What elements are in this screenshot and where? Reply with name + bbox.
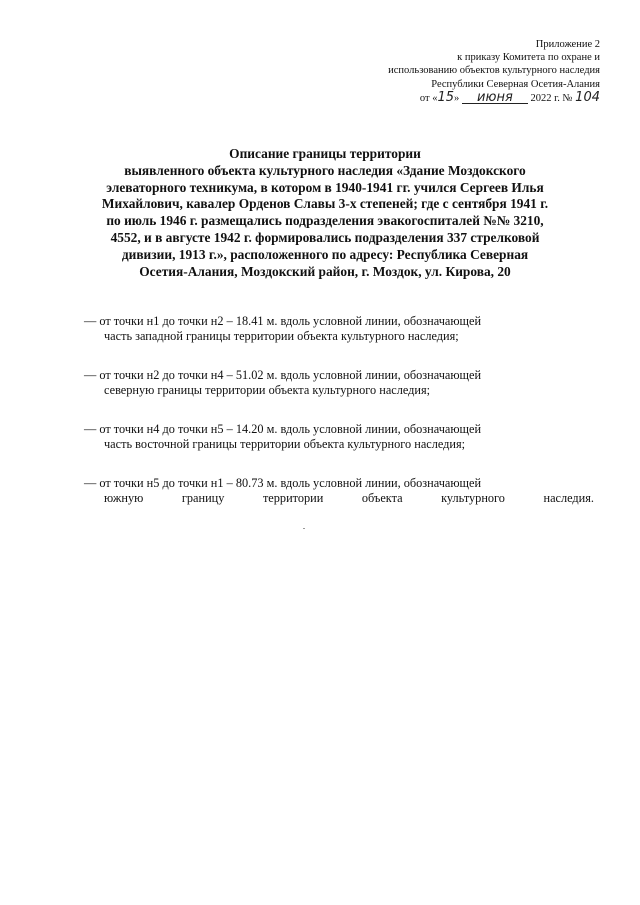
item-text: — от точки н1 до точки н2 – 18.41 м. вдоль условной линии, обозначающей (84, 314, 482, 328)
date-month: июня (462, 92, 528, 104)
boundary-description-list (84, 314, 594, 530)
appendix-republic: Республики Северная Осетия-Алания (431, 78, 600, 90)
list-item (84, 314, 594, 344)
title-line: по июль 1946 г. размещались подразделения эвакогоспиталей №№ 3210, (106, 213, 544, 229)
title-line: 4552, и в августе 1942 г. формировались подразделения 337 стрелковой (110, 229, 540, 245)
title-line: Описание границы территории (229, 146, 421, 161)
title-line: выявленного объекта культурного наследия «Здание Моздокского (124, 162, 526, 178)
list-item (84, 476, 594, 506)
appendix-header (300, 38, 600, 105)
item-text: — от точки н5 до точки н1 – 80.73 м. вдоль условной линии, обозначающей (84, 476, 482, 490)
order-number: 104 (575, 89, 600, 105)
item-text: южную границу территории объекта культурного наследия. (104, 491, 594, 505)
date-day: 15 (437, 89, 455, 105)
appendix-label: Приложение 2 (535, 39, 600, 50)
title-line: элеваторного техникума, в котором в 1940-1941 гг. учился Сергеев Илья (106, 179, 544, 195)
item-text: часть западной границы территории объекта культурного наследия; (104, 329, 459, 343)
item-text: — от точки н4 до точки н5 – 14.20 м. вдоль условной линии, обозначающей (84, 422, 482, 436)
title-line: Михайлович, кавалер Орденов Славы 3-х степеней; где с сентября 1941 г. (101, 196, 549, 212)
list-item (84, 422, 594, 452)
date-mid: » (454, 92, 460, 104)
item-text: часть восточной границы территории объекта культурного наследия; (104, 437, 466, 451)
item-text: — от точки н2 до точки н4 – 51.02 м. вдоль условной линии, обозначающей (84, 368, 482, 382)
item-text: северную границы территории объекта культурного наследия; (104, 383, 431, 397)
appendix-date-line (300, 91, 600, 105)
title-line: Осетия-Алания, Моздокский район, г. Моздок, ул. Кирова, 20 (139, 263, 511, 279)
scan-speck (303, 528, 305, 529)
list-item (84, 368, 594, 398)
date-prefix: от « (419, 92, 438, 104)
date-year: 2022 г. № (530, 92, 573, 104)
title-line: дивизии, 1913 г.», расположенного по адресу: Республика Северная (121, 246, 529, 262)
appendix-committee: использованию объектов культурного наследия (388, 65, 600, 77)
appendix-order-ref: к приказу Комитета по охране и (457, 52, 600, 64)
document-title (80, 146, 570, 280)
